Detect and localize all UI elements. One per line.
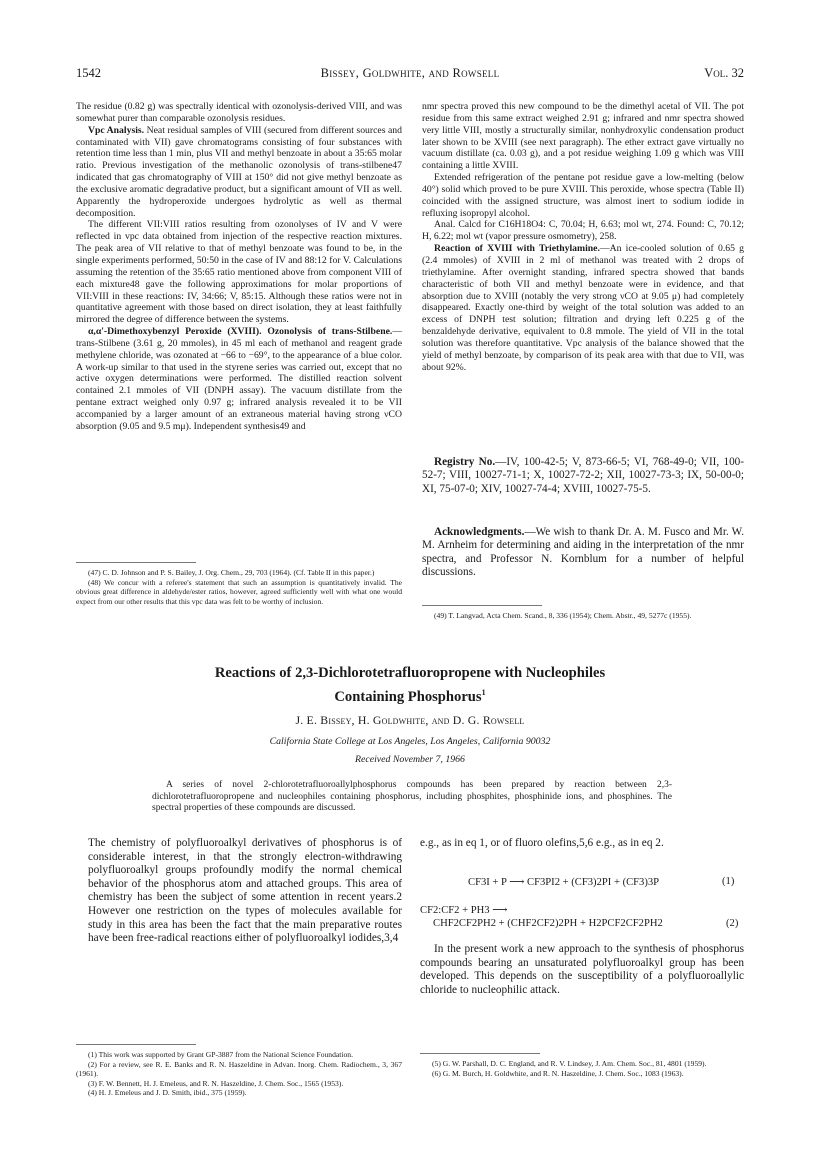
footnotes-right <box>422 611 744 621</box>
footnote-divider <box>76 1044 196 1045</box>
footnote-divider <box>422 605 542 606</box>
registry-heading: Registry No. <box>434 456 496 468</box>
registry-text: —IV, 100-42-5; V, 873-66-5; VI, 768-49-0; VII, 100-52-7; VIII, 10027-71-1; X, 10027-72-2; XII, 10027-73-3; IX, 50-00-0; XI, 75-07-0; XIV, 10027-74-4; XVIII, 10027-75-5. <box>422 456 744 495</box>
prev-article-column-right <box>422 101 744 373</box>
author-affiliation: California State College at Los Angeles, Los Angeles, California 90032 <box>269 736 551 747</box>
paragraph-text: Neat residual samples of VIII (secured from different sources and contaminated with VII) gave chromatograms consisting of four substances with retention time less than 1 min, plus VII and methyl benzoate in about a 35:65 molar ratio. Previous investigation of the methanolic ozonolysis of trans-stilbene47 indicated that gas chromatography of VIII at 150° did not give methyl benzoate as the exclusive aromatic degradative product, but a significant amount of VII as well. Apparently the hydroperoxide undergoes hydrolytic as well as thermal decomposition. <box>76 124 402 219</box>
abstract: A series of novel 2-chlorotetrafluoroallylphosphorus compounds has been prepared by reaction between 2,3-dichlorotetrafluoropropene and nucleophiles containing phosphorus, including phosphites, phosphinide ions, and phosphines. The spectral properties of these compounds are discussed. <box>152 780 672 814</box>
equation-2-line-1: CF2:CF2 + PH3 ⟶ <box>420 905 508 916</box>
equation-2-number: (2) <box>726 918 739 929</box>
body-column-right <box>420 837 744 851</box>
paragraph: nmr spectra proved this new compound to be the dimethyl acetal of VII. The pot residue from this same extract weighed 2.91 g; infrared and nmr spectra showed very little VIII, mostly a structurally similar, nonhydroxylic condensation product later shown to be XVIII (see next paragraph). The ether extract gave virtually no vacuum distillate (ca. 0.03 g), and a pot residue weighing 1.09 g which was VIII containing a little XVIII. <box>422 101 744 172</box>
acknowledgments <box>422 526 744 580</box>
equation-1-number: (1) <box>722 876 735 887</box>
acknowledgments-paragraph <box>422 526 744 580</box>
paragraph-text: —trans-Stilbene (3.61 g, 20 mmoles), in 45 ml each of methanol and reagent grade methylene chloride, was ozonated at −66 to −69°, to the appearance of a blue color. A work-up similar to that used in the styrene series was carried out, except that no active oxygen determinations were performed. The distilled reaction solvent contained 2.1 mmoles of VII (DNPH assay). The vacuum distillate from the pentane extract weighed only 0.97 g; infrared analysis revealed it to be VII accompanied by a larger amount of an extraneous material having strong νCO absorption (9.05 and 9.5 mμ). Independent synthesis49 and <box>76 326 402 432</box>
prev-article-column-left <box>76 101 402 433</box>
footnote-divider <box>420 1053 540 1054</box>
paragraph: Extended refrigeration of the pentane pot residue gave a low-melting (below 40°) solid which proved to be pure XVIII. This peroxide, whose spectra (Table II) coincided with the assigned structure, was almost inert to sodium iodide in refluxing isopropyl alcohol. <box>422 172 744 219</box>
footnote-47: (47) C. D. Johnson and P. S. Bailey, J. Org. Chem., 29, 703 (1964). (Cf. Table II in this paper.) <box>88 568 375 577</box>
running-head-authors: Bissey, Goldwhite, and Rowsell <box>320 66 500 80</box>
title-footnote-mark: 1 <box>481 688 486 697</box>
paragraph: The residue (0.82 g) was spectrally identical with ozonolysis-derived VIII, and was somewhat purer than comparable ozonolysis residues. <box>76 101 402 124</box>
body-column-left <box>88 837 402 946</box>
footnote-3: (3) F. W. Bennett, H. J. Emeleus, and R. N. Haszeldine, J. Chem. Soc., 1565 (1953). <box>88 1078 344 1088</box>
paragraph-heading: α,α'-Dimethoxybenzyl Peroxide (XVIII). Ozonolysis of trans-Stilbene. <box>88 326 393 338</box>
footnote-5: (5) G. W. Parshall, D. C. England, and R. V. Lindsey, J. Am. Chem. Soc., 81, 4801 (1959). <box>432 1059 707 1068</box>
volume-label: Vol. 32 <box>704 66 744 80</box>
acknowledgments-heading: Acknowledgments. <box>434 526 525 538</box>
footnote-6: (6) G. M. Burch, H. Goldwhite, and R. N. Haszeldine, J. Chem. Soc., 1083 (1963). <box>432 1068 684 1078</box>
footnote-2: (2) For a review, see R. E. Banks and R. N. Haszeldine in Advan. Inorg. Chem. Radiochem., 3, 367 (1961). <box>76 1059 402 1079</box>
footnotes-left <box>76 568 402 606</box>
paragraph-vpc-analysis <box>76 125 402 220</box>
title-line-text: Containing Phosphorus <box>334 688 482 705</box>
paragraph-ozonolysis-stilbene <box>76 326 402 433</box>
registry-numbers <box>422 456 744 496</box>
title-line: Reactions of 2,3-Dichlorotetrafluoropropene with Nucleophiles <box>214 665 606 681</box>
body-paragraph: The chemistry of polyfluoroalkyl derivatives of phosphorus is of considerable interest, in that the strongly electron-withdrawing polyfluoroalkyl groups profoundly modify the normal chemical behavior of the phosphorus atom and attached groups. This area of chemistry has been the subject of some attention in recent years.2 However one restriction on the types of molecules available for study in this area has been the fact that the main preparative routes have been free-radical reactions either of polyfluoroalkyl iodides,3,4 <box>88 837 402 945</box>
footnote-49: (49) T. Langvad, Acta Chem. Scand., 8, 336 (1954); Chem. Abstr., 49, 5277c (1955). <box>434 611 692 620</box>
article-title <box>76 664 744 707</box>
paragraph-triethylamine <box>422 243 744 373</box>
analysis-data: Anal. Calcd for C16H18O4: C, 70.04; H, 6.63; mol wt, 274. Found: C, 70.12; H, 6.22; mol wt (vapor pressure osmometry), 258. <box>422 219 744 243</box>
running-header <box>76 66 744 82</box>
paragraph-heading: Reaction of XVIII with Triethylamine. <box>434 243 600 255</box>
registry-paragraph <box>422 456 744 496</box>
paragraph-text: —An ice-cooled solution of 0.65 g (2.4 mmoles) of XVIII in 2 ml of methanol was treated with 2 drops of triethylamine. After overnight standing, infrared spectra showed that bands characteristic of both VII and methyl benzoate were in evidence, and that absorption due to XVIII (notably the very strong νCO at 9.05 μ) had completely disappeared. Exactly one-third by weight of the total solution was added to an excess of DNPH test solution; filtration and drying left 0.225 g of the benzaldehyde derivative, equivalent to 0.8 mmole. The yield of VII in the total solution was therefore quantitative. Vpc analysis of the balance showed that the yield of methyl benzoate, by comparison of its peak area with that due to VII, was about 92%. <box>422 243 745 373</box>
footnote-48: (48) We concur with a referee's statement that such an assumption is quantitatively invalid. The obvious great difference in aldehyde/ester ratios, however, agreed sufficiently well with what one would expect from our other results that this vpc data was felt to be worthy of inclusion. <box>76 577 402 606</box>
equation-1: CF3I + P ⟶ CF3PI2 + (CF3)2PI + (CF3)3P <box>468 877 660 888</box>
article-authors: J. E. Bissey, H. Goldwhite, and D. G. Rowsell <box>295 713 525 727</box>
page-number: 1542 <box>76 66 101 80</box>
body-paragraph: e.g., as in eq 1, or of fluoro olefins,5,6 e.g., as in eq 2. <box>420 837 664 849</box>
received-date: Received November 7, 1966 <box>355 754 465 765</box>
footnote-4: (4) H. J. Emeleus and J. D. Smith, ibid., 375 (1959). <box>88 1088 247 1098</box>
article-footnotes-left <box>76 1050 402 1098</box>
equation-2-line-2: CHF2CF2PH2 + (CHF2CF2)2PH + H2PCF2CF2PH2 <box>433 918 663 929</box>
paragraph: The different VII:VIII ratios resulting from ozonolyses of IV and V were reflected in vpc data obtained from injection of the respective reaction mixtures. The peak area of VII relative to that of methyl benzoate was found to be, in the single experiments performed, 50:50 in the case of IV and 88:12 for V. Calculations assuming the retention of the 35:65 ratio mentioned above from component VIII of each mixture48 gave the following approximations for molar proportions of VII:VIII in these reactions: IV, 34:66; V, 85:15. Although these ratios were not in quantitative agreement with those based on direct isolation, they at least faithfully mirrored the degree of difference between the systems. <box>76 219 402 326</box>
acknowledgments-text: —We wish to thank Dr. A. M. Fusco and Mr. W. M. Arnheim for determining and aiding in the interpretation of the nmr spectra, and Professor N. Kornblum for a number of helpful discussions. <box>422 526 744 579</box>
article-footnotes-right <box>420 1059 744 1078</box>
footnote-1: (1) This work was supported by Grant GP-3887 from the National Science Foundation. <box>88 1050 353 1059</box>
paragraph-heading: Vpc Analysis. <box>88 124 145 136</box>
title-line-2 <box>76 683 744 707</box>
body-paragraph-new-approach: In the present work a new approach to the synthesis of phosphorus compounds bearing an unsaturated polyfluoroalkyl group has been developed. This depends on the susceptibility of a polyfluoroallylic chloride to nucleophilic attack. <box>420 943 744 996</box>
footnote-divider <box>76 562 196 563</box>
